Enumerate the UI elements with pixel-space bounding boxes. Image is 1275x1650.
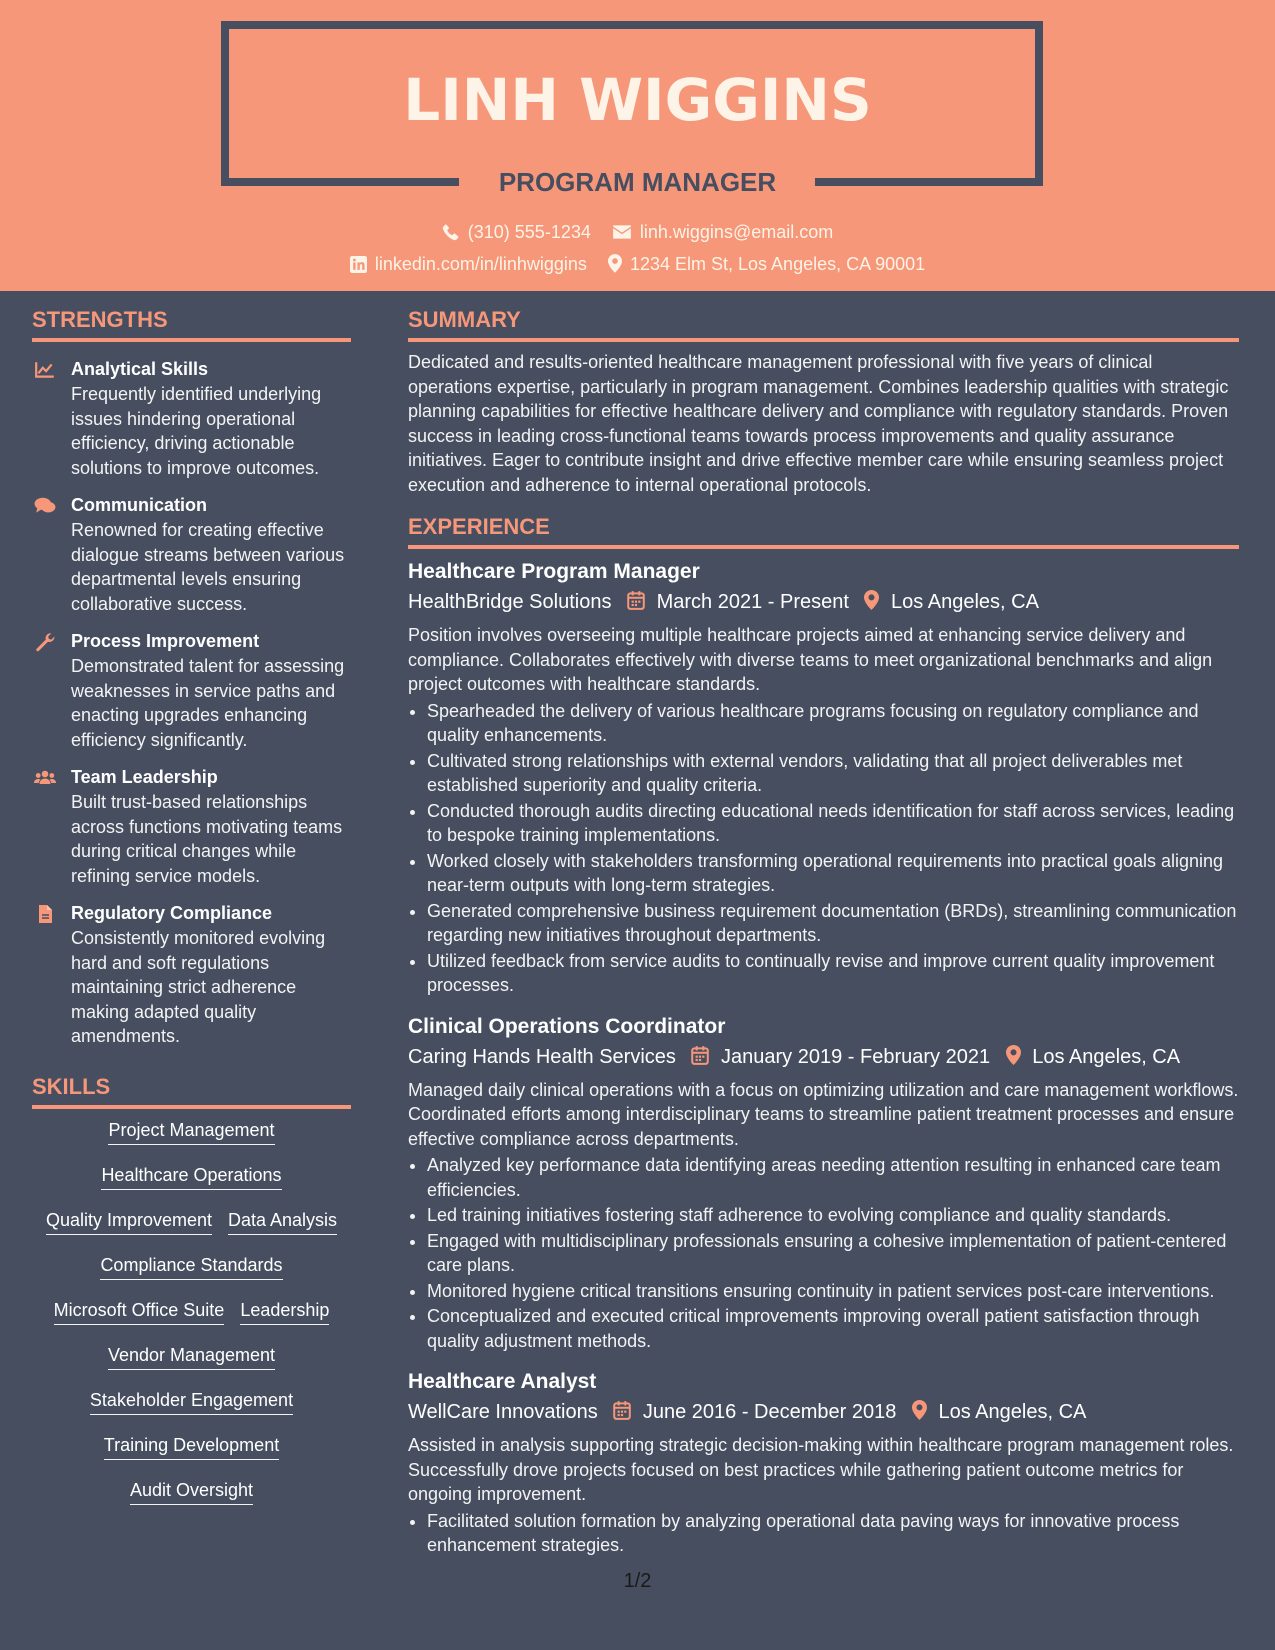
document-icon xyxy=(34,904,56,924)
bullet-item: • Conducted thorough audits directing educational needs identification for staff across services, leading to bespoke training implementations. xyxy=(427,799,1239,848)
job-description: Assisted in analysis supporting strategic decision-making within healthcare program management roles. Successfully drove projects focused on best practices while gathering patient outcome metrics for ongoing improvement. xyxy=(408,1435,1234,1504)
contact-row-1 xyxy=(0,220,1275,244)
chart-line-icon xyxy=(34,360,56,380)
job-meta xyxy=(408,1042,1239,1072)
strength-item xyxy=(32,764,351,888)
skill-tag: Data Analysis xyxy=(228,1207,337,1235)
strength-item xyxy=(32,356,351,480)
job-company: WellCare Innovations xyxy=(408,1401,598,1423)
skill-tag: Quality Improvement xyxy=(46,1207,212,1235)
calendar-icon xyxy=(691,1045,709,1065)
strength-desc: Demonstrated talent for assessing weaknesses in service paths and enacting upgrades enhancing efficiency significantly. xyxy=(71,656,345,750)
job-dates: March 2021 - Present xyxy=(656,591,849,613)
skill-tag: Audit Oversight xyxy=(130,1477,253,1505)
strength-name: Regulatory Compliance xyxy=(71,903,273,923)
skill-tag: Leadership xyxy=(240,1297,329,1325)
job-description: Managed daily clinical operations with a focus on optimizing utilization and care management workflows. Coordinated efforts among interdisciplinary teams to streamline patient treatment processes and ensure effective compliance across departments. xyxy=(408,1079,1239,1149)
wrench-icon xyxy=(34,632,56,652)
strength-desc: Consistently monitored evolving hard and soft regulations maintaining strict adherence making adapted quality amendments. xyxy=(71,928,326,1046)
email-text: linh.wiggins@email.com xyxy=(639,222,834,242)
bullet-item: • Worked closely with stakeholders transforming operational requirements into practical goals aligning near-term outputs with long-term strategies. xyxy=(427,849,1239,898)
job-location: Los Angeles, CA xyxy=(1032,1045,1181,1068)
users-icon xyxy=(34,768,56,788)
bullet-item: • Spearheaded the delivery of various healthcare programs focusing on regulatory compliance and quality enhancements. xyxy=(427,699,1239,748)
calendar-icon xyxy=(627,590,645,610)
linkedin-icon xyxy=(350,256,367,273)
page-number: 1/2 xyxy=(623,1570,652,1592)
bullet-item: • Monitored hygiene critical transitions ensuring continuity in patient services post-care interventions. xyxy=(427,1279,1239,1304)
email-contact[interactable] xyxy=(612,220,833,244)
job-meta xyxy=(408,587,1239,617)
strength-name: Analytical Skills xyxy=(71,359,209,379)
bullet-item: • Analyzed key performance data identifying areas needing attention resulting in enhanced care team efficiencies. xyxy=(427,1153,1239,1202)
strength-desc: Frequently identified underlying issues hindering operational efficiency, driving actionable solutions to improve outcomes. xyxy=(71,384,322,478)
address-contact xyxy=(608,252,925,276)
phone-contact[interactable] xyxy=(442,220,591,244)
bullet-item: • Utilized feedback from service audits to continually revise and improve current quality improvement processes. xyxy=(427,949,1239,998)
header-banner xyxy=(0,0,1275,291)
summary-text: Dedicated and results-oriented healthcare management professional with five years of clinical operations expertise, particularly in program management. Combines leadership qualities with strategic planning capabilities for effective healthcare delivery and compliance with regulatory standards. Proven success in leading cross-functional teams towards process improvements and quality assurance initiatives. Eager to contribute insight and drive effective member care while ensuring seamless project execution and adherence to internal operational protocols. xyxy=(408,352,1229,495)
skill-tag: Stakeholder Engagement xyxy=(90,1387,293,1415)
comments-icon xyxy=(34,496,56,516)
right-column xyxy=(408,302,1239,1572)
map-marker-icon xyxy=(608,254,622,273)
map-marker-icon xyxy=(912,1400,927,1420)
job-bullets xyxy=(408,1153,1239,1353)
calendar-icon xyxy=(613,1400,631,1420)
address-text: 1234 Elm St, Los Angeles, CA 90001 xyxy=(629,254,926,274)
bullet-item: • Led training initiatives fostering staff adherence to evolving compliance and quality standards. xyxy=(427,1203,1239,1228)
skill-tag: Project Management xyxy=(108,1117,274,1145)
bullet-item: • Generated comprehensive business requirement documentation (BRDs), streamlining communication regarding new initiatives throughout departments. xyxy=(427,899,1239,948)
job-entry xyxy=(408,557,1239,998)
skill-tag: Training Development xyxy=(104,1432,279,1460)
skill-tag: Microsoft Office Suite xyxy=(54,1297,225,1325)
skills-list xyxy=(32,1117,351,1522)
job-title: Healthcare Analyst xyxy=(408,1370,597,1393)
experience-heading: EXPERIENCE xyxy=(408,509,1239,549)
candidate-name: LINH WIGGINS xyxy=(403,66,872,134)
job-company: HealthBridge Solutions xyxy=(408,591,612,613)
strengths-heading: STRENGTHS xyxy=(32,302,351,342)
left-column xyxy=(32,302,351,1522)
contact-row-2 xyxy=(0,252,1275,276)
job-title: Healthcare Program Manager xyxy=(408,560,700,583)
skill-tag: Healthcare Operations xyxy=(101,1162,281,1190)
bullet-item: • Cultivated strong relationships with external vendors, validating that all project deliverables met established superiority and quality criteria. xyxy=(427,749,1239,798)
job-description: Position involves overseeing multiple healthcare projects aimed at enhancing service delivery and compliance. Collaborates effectively with diverse teams to meet organizational benchmarks and align project outcomes with healthcare standards. xyxy=(408,625,1213,694)
linkedin-text: linkedin.com/in/linhwiggins xyxy=(374,254,587,274)
skill-tag: Vendor Management xyxy=(108,1342,275,1370)
job-title: Clinical Operations Coordinator xyxy=(408,1014,726,1038)
map-marker-icon xyxy=(864,590,879,610)
map-marker-icon xyxy=(1006,1045,1021,1065)
job-dates: June 2016 - December 2018 xyxy=(642,1401,897,1423)
bullet-item: • Engaged with multidisciplinary professionals ensuring a cohesive implementation of patient-centered care plans. xyxy=(427,1229,1239,1278)
strength-name: Communication xyxy=(71,495,208,515)
summary-heading: SUMMARY xyxy=(408,302,1239,342)
skills-heading: SKILLS xyxy=(32,1069,351,1109)
job-bullets xyxy=(408,699,1239,998)
strength-name: Team Leadership xyxy=(71,767,218,787)
job-location: Los Angeles, CA xyxy=(891,591,1039,613)
phone-text: (310) 555-1234 xyxy=(467,222,591,242)
job-bullets xyxy=(408,1509,1239,1558)
skill-tag: Compliance Standards xyxy=(100,1252,282,1280)
job-location: Los Angeles, CA xyxy=(938,1401,1087,1423)
bullet-item: • Facilitated solution formation by analyzing operational data paving ways for innovative process enhancement strategies. xyxy=(427,1509,1239,1558)
job-entry xyxy=(408,1367,1239,1558)
candidate-title: PROGRAM MANAGER xyxy=(498,167,777,197)
phone-icon xyxy=(442,223,460,241)
job-meta xyxy=(408,1397,1239,1427)
strength-name: Process Improvement xyxy=(71,631,260,651)
job-entry xyxy=(408,1012,1239,1354)
strength-item xyxy=(32,900,351,1049)
strength-desc: Renowned for creating effective dialogue streams between various departmental levels ensuring collaborative success. xyxy=(71,520,345,614)
strength-desc: Built trust-based relationships across functions motivating teams during critical changes while refining service models. xyxy=(71,792,343,886)
job-dates: January 2019 - February 2021 xyxy=(721,1045,991,1068)
bullet-item: • Conceptualized and executed critical improvements improving overall patient satisfaction through quality adjustment methods. xyxy=(427,1304,1239,1353)
job-company: Caring Hands Health Services xyxy=(408,1045,676,1068)
linkedin-contact[interactable] xyxy=(350,252,587,276)
envelope-icon xyxy=(612,223,632,241)
strength-item xyxy=(32,628,351,752)
strength-item xyxy=(32,492,351,616)
